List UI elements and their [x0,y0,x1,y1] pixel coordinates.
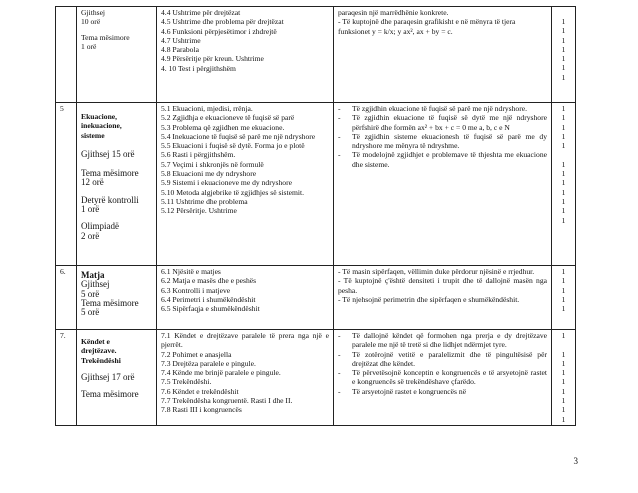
objective-text: - Të njehsojnë perimetrin dhe sipërfaqen e shumëkëndëshit. [338,294,520,304]
table-row [56,103,576,266]
lesson-item: 5.7 Veçimi i shkronjës në formulë [161,159,264,169]
lesson-item: 5.8 Ekuacioni me dy ndryshore [161,169,257,179]
topic-cell [77,7,157,103]
lesson-item: 7.7 Trekëndësha kongruentë. Rasti I dhe II. [161,396,293,406]
topic-hours: Tema mësimore [81,168,139,179]
lesson-item: 7.6 Këndet e trekëndëshit [161,386,239,396]
objective-item: - Të modelojnë zgjidhjet e problemave të thjeshta me ekuacione dhe sisteme. [338,150,547,169]
objective-item: - Të përvetësojnë konceptin e kongruencës e të arsyetojnë rastet e kongruencës së trekëndëshave çfarëdo. [338,368,547,387]
lesson-item: 5.4 Inekuacione të fuqisë së parë me një ndryshore [161,131,316,141]
objective-item: - Të zgjidhin sisteme ekuacionesh të fuqisë së parë me dy ndryshore me mënyra të ndryshme. [338,131,547,151]
lesson-item: 5.2 Zgjidhja e ekuacioneve të fuqisë së parë [161,113,295,123]
lesson-item: 4.7 Ushtrime [161,35,201,45]
lesson-item: 6.1 Njësitë e matjes [161,267,221,276]
lesson-item: 6.3 Kontrolli i matjeve [161,285,231,295]
curriculum-table [55,6,576,426]
lesson-item: 6.5 Sipërfaqja e shumëkëndëshit [161,304,260,314]
topic-hours: Gjithsej 17 orë [81,371,135,382]
topic-title: Ekuacione, inekuacione, sisteme [81,112,122,140]
topic-cell [77,330,157,426]
topic-hours: 5 orë [81,307,100,318]
lesson-item: 4.8 Parabola [161,45,199,55]
topic-hours: Tema mësimore [81,297,139,308]
lesson-item: 4.9 Përsëritje për kreun. Ushtrime [161,54,264,64]
lesson-item: 7.1 Këndet e drejtëzave paralele të prera nga një e pjerrët. [161,331,329,350]
lesson-item: 5.3 Problema që zgjidhen me ekuacione. [161,122,285,132]
lesson-item: 5.10 Metoda algjebrike të zgjidhjes së sistemit. [161,187,304,197]
objective-text: - Të kuptojnë ç'është densiteti i trupit dhe të dallojnë masën nga pesha. [338,276,547,295]
topic-title: Këndet e drejtëzave. Trekëndëshi [81,337,121,365]
topic-cell [77,103,157,266]
lesson-item: 5.6 Rasti i përgjithshëm. [161,150,236,160]
lesson-item: 4. 10 Test i përgjithshëm [161,63,236,73]
row-number: 7. [56,330,77,426]
objective-text: - Të masin sipërfaqen, vëllimin duke përdorur njësinë e rrjedhur. [338,267,535,276]
lesson-item: 7.8 Rasti III i kongruencës [161,405,242,415]
objective-text: paraqesin një marrëdhënie konkrete. [338,8,449,17]
objective-item: - Të zotërojnë vetitë e paralelizmit dhe të pingultësisë për drejtëzat dhe këndet. [338,349,547,368]
row-number: 6. [56,266,77,330]
objective-text: - Të kuptojnë dhe paraqesin grafikisht e në mënyra të tjera funksionet y = k/x; y ax², ax + by = c. [338,17,516,36]
lessons-cell [157,266,334,330]
hours-count: 1 1 1 1 1 1 1 1 1 [552,330,576,426]
lesson-item: 7.3 Drejtëza paralele e pingule. [161,358,256,368]
table-row [56,7,576,103]
objective-item: - Të zgjidhin ekuacione të fuqisë së dytë me një ndryshore përfshirë dhe formën ax² + bx + c = 0 me a, b, c e N [338,113,547,132]
topic-hours: Detyrë kontrolli [81,194,139,205]
hours-count: 1 1 1 1 1 1 1 [552,7,576,103]
table-row [56,330,576,426]
objectives-cell [334,7,552,103]
objectives-cell [334,330,552,426]
lesson-item: 6.4 Perimetri i shumëkëndëshit [161,294,256,304]
topic-hours: Olimpiadë [81,221,119,232]
objectives-cell [334,103,552,266]
lesson-item: 5.12 Përsëritje. Ushtrime [161,206,237,216]
row-number: 5 [56,103,77,266]
lesson-item: 5.5 Ekuacioni i fuqisë së dytë. Forma jo e plotë [161,141,305,151]
topic-hours: 12 orë [81,177,104,188]
topic-hours: Gjithsej 15 orë [81,148,135,159]
objective-item: - Të arsyetojnë rastet e kongruencës në [338,386,467,396]
lesson-item: 5.1 Ekuacioni, mjedisi, rrënja. [161,104,253,113]
topic-hours: 1 orë [81,204,100,215]
lessons-cell [157,330,334,426]
page-number: 3 [573,456,578,466]
objectives-cell [334,266,552,330]
lesson-item: 5.11 Ushtrime dhe problema [161,196,248,206]
topic-hours: Gjithsej [81,279,110,290]
topic-hours: 5 orë [81,288,100,299]
row-number [56,7,77,103]
hours-count: 1 1 1 1 1 1 1 1 1 1 1 1 [552,103,576,266]
lessons-cell [157,103,334,266]
objective-item: - Të dallojnë këndet që formohen nga prerja e dy drejtëzave paralele me një të tretë si dhe lidhjet ndërmjet tyre. [338,331,547,350]
objective-item: - Të zgjidhin ekuacione të fuqisë së parë me një ndryshore. [338,104,528,113]
lessons-cell [157,7,334,103]
topic-cell [77,266,157,330]
table-row [56,266,576,330]
topic-title: Matja [81,270,105,280]
topic-hours: Gjithsej 10 orë Tema mësimore 1 orë [81,8,130,51]
lesson-item: 4.6 Funksioni përpjesëtimor i zhdrejtë [161,26,277,36]
topic-hours: 2 orë [81,230,100,241]
lesson-item: 6.2 Matja e masës dhe e peshës [161,276,257,286]
lesson-item: 4.5 Ushtrime dhe problema për drejtëzat [161,17,284,27]
lesson-item: 7.2 Pohimet e anasjella [161,349,232,359]
hours-count: 1 1 1 1 1 [552,266,576,330]
lesson-item: 5.9 Sistemi i ekuacioneve me dy ndryshore [161,178,292,188]
lesson-item: 4.4 Ushtrime për drejtëzat [161,8,241,17]
lesson-item: 7.4 Kënde me brinjë paralele e pingule. [161,368,281,378]
lesson-item: 7.5 Trekëndëshi. [161,377,212,387]
topic-hours: Tema mësimore [81,389,139,400]
